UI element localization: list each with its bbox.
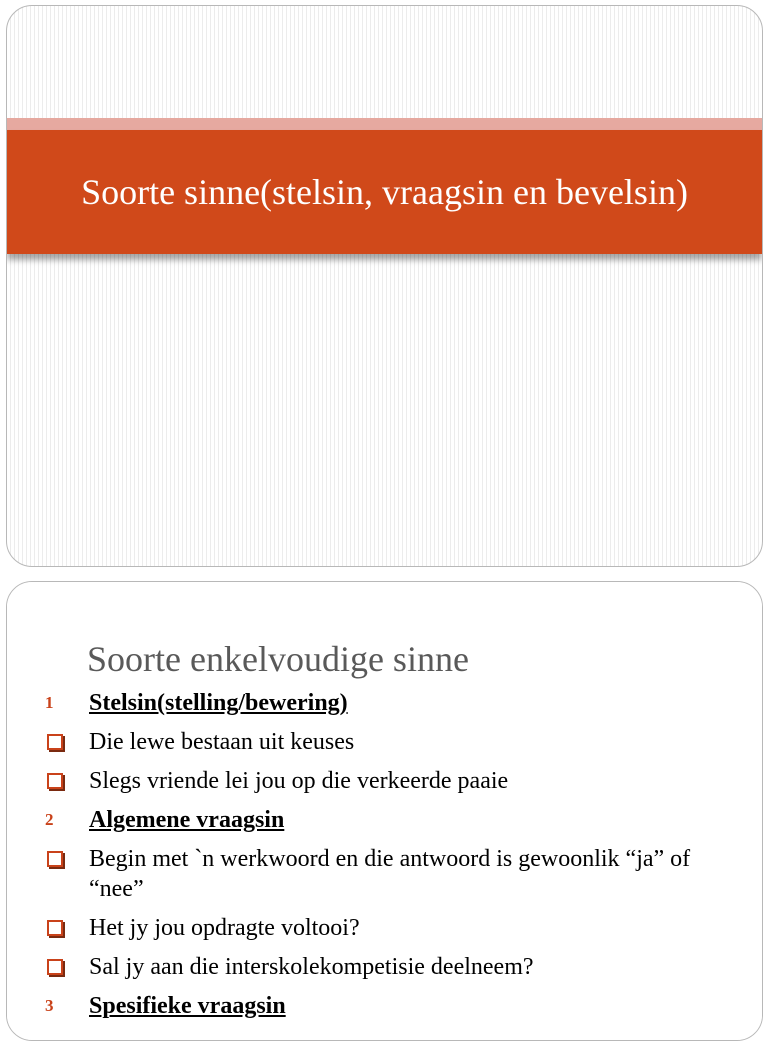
checkbox-bullet-icon	[45, 952, 89, 980]
item-text: Algemene vraagsin	[89, 807, 285, 833]
item-text: Het jy jou opdragte voltooi?	[89, 915, 360, 941]
item-text: Begin met `n werkwoord en die antwoord is gewoonlik “ja” of “nee”	[89, 846, 691, 902]
bullet-item	[45, 844, 745, 904]
item-text: Spesifieke vraagsin	[89, 993, 286, 1019]
slide-title: Soorte sinne(stelsin, vraagsin en bevelsin)	[81, 172, 688, 212]
checkbox-bullet-icon	[45, 727, 89, 755]
slide-heading: Soorte enkelvoudige sinne	[87, 639, 469, 679]
slide-1	[6, 5, 763, 567]
slide-2	[6, 581, 763, 1041]
item-text: Die lewe bestaan uit keuses	[89, 729, 355, 755]
numbered-item	[45, 805, 745, 835]
numbered-item	[45, 688, 745, 718]
item-text: Slegs vriende lei jou op die verkeerde paaie	[89, 768, 509, 794]
numbered-item	[45, 991, 745, 1021]
checkbox-bullet-icon	[45, 766, 89, 794]
item-number: 1	[45, 693, 54, 712]
checkbox-bullet-icon	[45, 913, 89, 941]
bullet-item	[45, 766, 745, 796]
checkbox-bullet-icon	[45, 844, 89, 872]
bullet-item	[45, 727, 745, 757]
bullet-item	[45, 952, 745, 982]
item-text: Sal jy aan die interskolekompetisie deelneem?	[89, 954, 534, 980]
item-number: 2	[45, 810, 54, 829]
bullet-item	[45, 913, 745, 943]
item-text: Stelsin(stelling/bewering)	[89, 690, 348, 716]
bullet-list	[45, 688, 745, 1030]
item-number: 3	[45, 996, 54, 1015]
title-band	[7, 130, 762, 254]
title-band-accent	[7, 118, 762, 130]
